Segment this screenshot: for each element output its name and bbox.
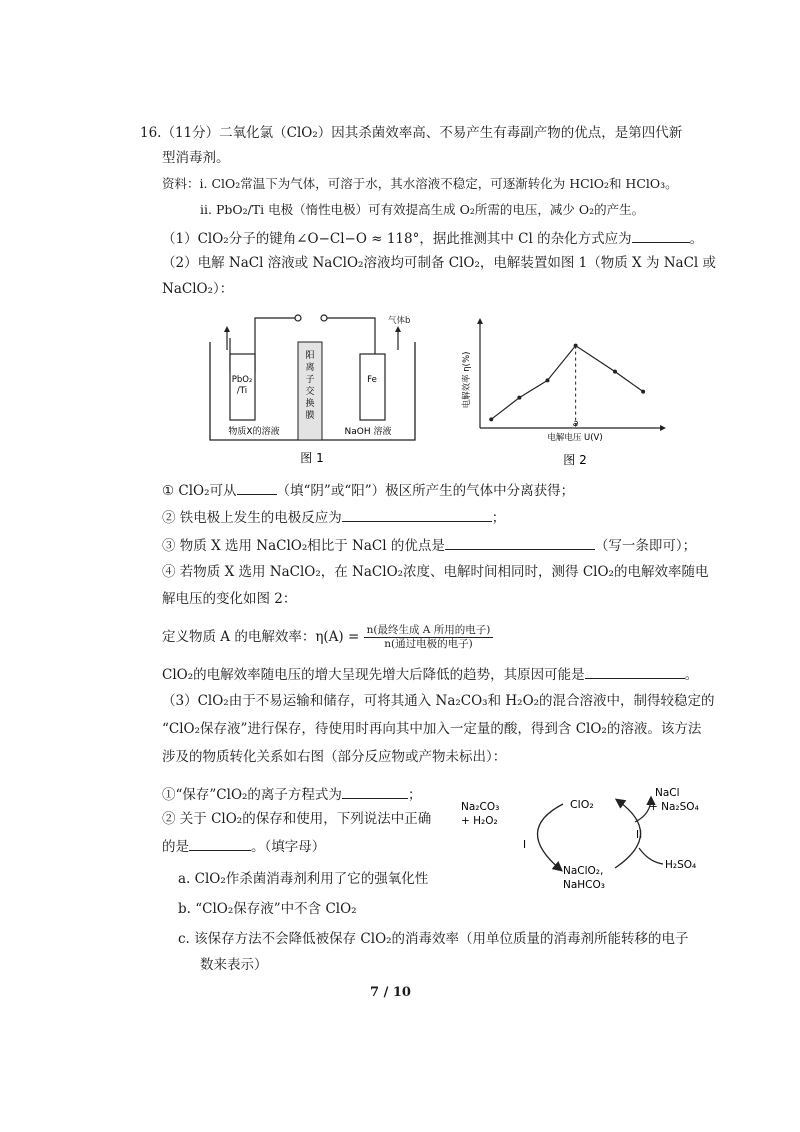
q2-2-text-end: ；	[491, 510, 506, 526]
q2-2-text: ② 铁电极上发生的电极反应为	[162, 510, 342, 526]
right-solution-label: NaOH 溶液	[344, 427, 392, 437]
product-na2so4: + Na₂SO₄	[649, 801, 699, 813]
efficiency-fraction	[364, 624, 494, 651]
node-clo2: ClO₂	[570, 798, 594, 811]
option-b: b. “ClO₂保存液”中不含 ClO₂	[178, 901, 357, 917]
part1-end: 。	[689, 231, 704, 247]
fraction-denominator: n(通过电极的电子)	[384, 638, 473, 650]
svg-text:/Ti: /Ti	[236, 386, 248, 396]
data-point-6	[641, 390, 645, 394]
q2-4-line1: ④ 若物质 X 选用 NaClO₂，在 NaClO₂浓度、电解时间相同时，测得 ClO₂的电解效率随电	[162, 564, 709, 580]
x-tick-a: a	[572, 419, 579, 429]
node-naclo2: NaClO₂,	[563, 865, 604, 877]
q3-2-line2	[162, 836, 325, 856]
q3-2-text: 的是	[162, 839, 189, 855]
step-1-arrow-icon	[537, 804, 563, 870]
step-1-label: I	[523, 839, 527, 851]
x-axis-arrow-icon	[660, 425, 666, 431]
product-nacl: NaCl	[655, 787, 680, 799]
part3-line1: （3）ClO₂由于不易运输和储存，可将其通入 Na₂CO₃和 H₂O₂的混合溶液中，制得较稳定的	[162, 693, 715, 709]
material-i: 资料：i. ClO₂常温下为气体，可溶于水，其水溶液不稳定，可逐渐转化为 HClO₂和 HClO₃。	[162, 176, 678, 191]
fe-electrode	[360, 354, 385, 420]
svg-text:PbO₂: PbO₂	[231, 375, 253, 385]
data-point-5	[613, 370, 617, 374]
trend-line	[162, 664, 698, 684]
svg-text:Fe: Fe	[367, 375, 377, 385]
part1-blank[interactable]	[632, 228, 690, 243]
figure2-caption: 图 2	[563, 453, 587, 467]
q2-2-line	[162, 507, 505, 527]
q2-1-line	[162, 480, 574, 500]
part1-line	[162, 228, 703, 248]
page-number: 7 / 10	[370, 985, 411, 1000]
left-solution-label: 物质X的溶液	[228, 427, 280, 437]
data-point-1	[489, 417, 493, 421]
q3-2-blank[interactable]	[189, 836, 251, 851]
part3-line3: 涉及的物质转化关系如右图（部分反应物或产物未标出）：	[162, 749, 507, 765]
figure1-caption: 图 1	[300, 451, 324, 465]
part2-line2: NaClO₂）：	[162, 281, 234, 297]
svg-text:子: 子	[305, 375, 315, 385]
efficiency-series-line	[491, 346, 643, 420]
q2-1-text-end: （填“阴”或“阳”）极区所产生的气体中分离获得；	[276, 483, 575, 499]
q2-2-blank[interactable]	[342, 507, 492, 522]
q3-2-line1: ② 关于 ClO₂的保存和使用，下列说法中正确	[162, 811, 432, 827]
fraction-numerator: n(最终生成 A 所用的电子)	[364, 624, 494, 638]
q2-3-text: ③ 物质 X 选用 NaClO₂相比于 NaCl 的优点是	[162, 538, 445, 554]
q2-1-blank[interactable]	[237, 480, 277, 495]
gas-b-label: 气体b	[388, 316, 411, 326]
reagent-h2so4: H₂SO₄	[665, 859, 697, 871]
option-c-line1: c. 该保存方法不会降低被保存 ClO₂的消毒效率（用单位质量的消毒剂所能转移的电子	[178, 931, 689, 947]
q3-1-text: ①“保存”ClO₂的离子方程式为	[162, 787, 342, 803]
material-ii: ii. PbO₂/Ti 电极（惰性电极）可有效提高生成 O₂所需的电压，减少 O₂的产生。	[200, 202, 645, 217]
part1-text: （1）ClO₂分子的键角∠O−Cl−O ≈ 118°，据此推测其中 Cl 的杂化方式应为	[162, 231, 632, 247]
y-axis-arrow-icon	[477, 318, 483, 324]
node-nahco3: NaHCO₃	[563, 879, 605, 891]
q3-1-text-end: ；	[407, 787, 422, 803]
figure3-conversion-cycle	[455, 778, 725, 896]
figure1-electrolysis-cell	[200, 310, 430, 470]
acid-branch-line	[639, 848, 663, 864]
q2-3-blank[interactable]	[445, 535, 595, 550]
data-point-3	[546, 378, 550, 382]
trend-text-end: 。	[684, 667, 699, 683]
step-2-label: II	[636, 829, 643, 841]
q2-4-line2: 解电压的变化如图 2：	[162, 591, 297, 607]
q3-2-text-end: 。（填字母）	[251, 839, 326, 855]
q2-1-text: ① ClO₂可从	[162, 483, 237, 499]
question-stem-line1: 16.（11分）二氧化氯（ClO₂）因其杀菌效率高、不易产生有毒副产物的优点，是第四代新	[140, 125, 683, 141]
data-point-2	[517, 396, 521, 400]
y-axis-label: 电解效率 η(%)	[462, 351, 472, 409]
q3-1-line	[162, 784, 421, 804]
svg-text:换: 换	[305, 399, 315, 409]
part3-line2: “ClO₂保存液”进行保存，待使用时再向其中加入一定量的酸，得到含 ClO₂的溶液。该方法	[162, 721, 702, 737]
q2-3-line	[162, 535, 696, 555]
trend-blank[interactable]	[585, 664, 685, 679]
question-stem-line2: 型消毒剂。	[162, 150, 230, 166]
part2-line1: （2）电解 NaCl 溶液或 NaClO₂溶液均可制备 ClO₂，电解装置如图 1（物质 X 为 NaCl 或	[162, 255, 717, 271]
svg-text:交: 交	[305, 387, 315, 397]
svg-text:离: 离	[305, 363, 315, 373]
definition-text: 定义物质 A 的电解效率：η(A) =	[162, 629, 360, 645]
option-a: a. ClO₂作杀菌消毒剂利用了它的强氧化性	[178, 871, 429, 887]
efficiency-definition	[162, 622, 493, 652]
q2-3-text-end: （写一条即可）；	[594, 538, 697, 554]
figure2-efficiency-chart	[455, 310, 685, 470]
trend-text: ClO₂的电解效率随电压的增大呈现先增大后降低的趋势，其原因可能是	[162, 667, 585, 683]
reactant-h2o2: + H₂O₂	[461, 815, 498, 827]
option-c-line2: 数来表示）	[200, 957, 268, 973]
q3-1-blank[interactable]	[342, 784, 408, 799]
x-axis-label: 电解电压 U(V)	[547, 433, 603, 443]
reactant-na2co3: Na₂CO₃	[461, 801, 500, 813]
svg-text:阳: 阳	[305, 351, 315, 361]
svg-text:膜: 膜	[305, 411, 315, 421]
